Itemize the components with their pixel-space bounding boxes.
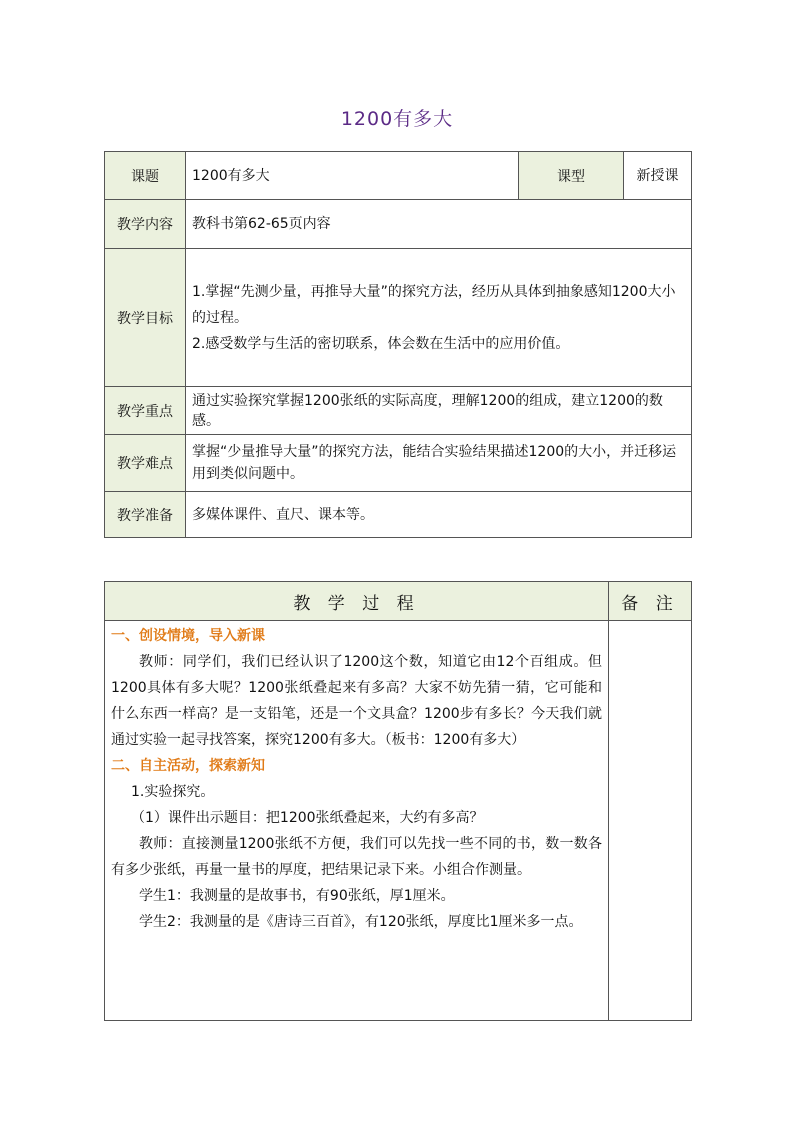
teaching-process-table — [104, 581, 692, 1021]
topic-label: 课题 — [105, 152, 186, 200]
content-value: 教科书第62-65页内容 — [186, 200, 692, 249]
difficulty-label: 教学难点 — [105, 435, 186, 492]
goal-item: 1.掌握“先测少量，再推导大量”的探究方法，经历从具体到抽象感知1200大小的过程。 — [192, 283, 676, 326]
difficulty-value: 掌握“少量推导大量”的探究方法，能结合实验结果描述1200的大小，并迁移运用到类似问题中。 — [186, 435, 692, 492]
prep-value: 多媒体课件、直尺、课本等。 — [186, 492, 692, 538]
section-heading: 二、自主活动，探索新知 — [111, 758, 265, 774]
goals-cell — [186, 249, 692, 387]
prep-label: 教学准备 — [105, 492, 186, 538]
section-heading: 一、创设情境，导入新课 — [111, 628, 265, 644]
notes-column — [609, 621, 692, 1021]
list-item: 1.实验探究。 — [131, 784, 215, 800]
key-label: 教学重点 — [105, 387, 186, 435]
process-content — [105, 621, 609, 1021]
question: （1）课件出示题目：把1200张纸叠起来，大约有多高？ — [131, 810, 484, 826]
type-value: 新授课 — [624, 152, 692, 200]
paragraph: 教师：同学们，我们已经认识了1200这个数，知道它由12个百组成。但1200具体有多大呢？1200张纸叠起来有多高？大家不妨先猜一猜，它可能和什么东西一样高？是一支铅笔，还是一个文具盒？1200步有多长？今天我们就通过实验一起寻找答案，探究1200有多大。（板书：1200有多大） — [111, 654, 602, 748]
content-label: 教学内容 — [105, 200, 186, 249]
document-title: 1200有多大 — [340, 108, 454, 130]
lesson-info-table — [104, 151, 692, 538]
key-value: 通过实验探究掌握1200张纸的实际高度，理解1200的组成，建立1200的数感。 — [186, 387, 692, 435]
goals-label: 教学目标 — [105, 249, 186, 387]
process-header: 教 学 过 程 — [105, 582, 609, 621]
goal-item: 2.感受数学与生活的密切联系，体会数在生活中的应用价值。 — [192, 335, 570, 352]
notes-header: 备 注 — [609, 582, 692, 621]
topic-value: 1200有多大 — [186, 152, 519, 200]
paragraph: 学生2：我测量的是《唐诗三百首》，有120张纸，厚度比1厘米多一点。 — [139, 914, 583, 930]
paragraph: 学生1：我测量的是故事书，有90张纸，厚1厘米。 — [139, 888, 455, 904]
type-label: 课型 — [519, 152, 624, 200]
paragraph: 教师：直接测量1200张纸不方便，我们可以先找一些不同的书，数一数各有多少张纸，再量一量书的厚度，把结果记录下来。小组合作测量。 — [111, 836, 602, 878]
